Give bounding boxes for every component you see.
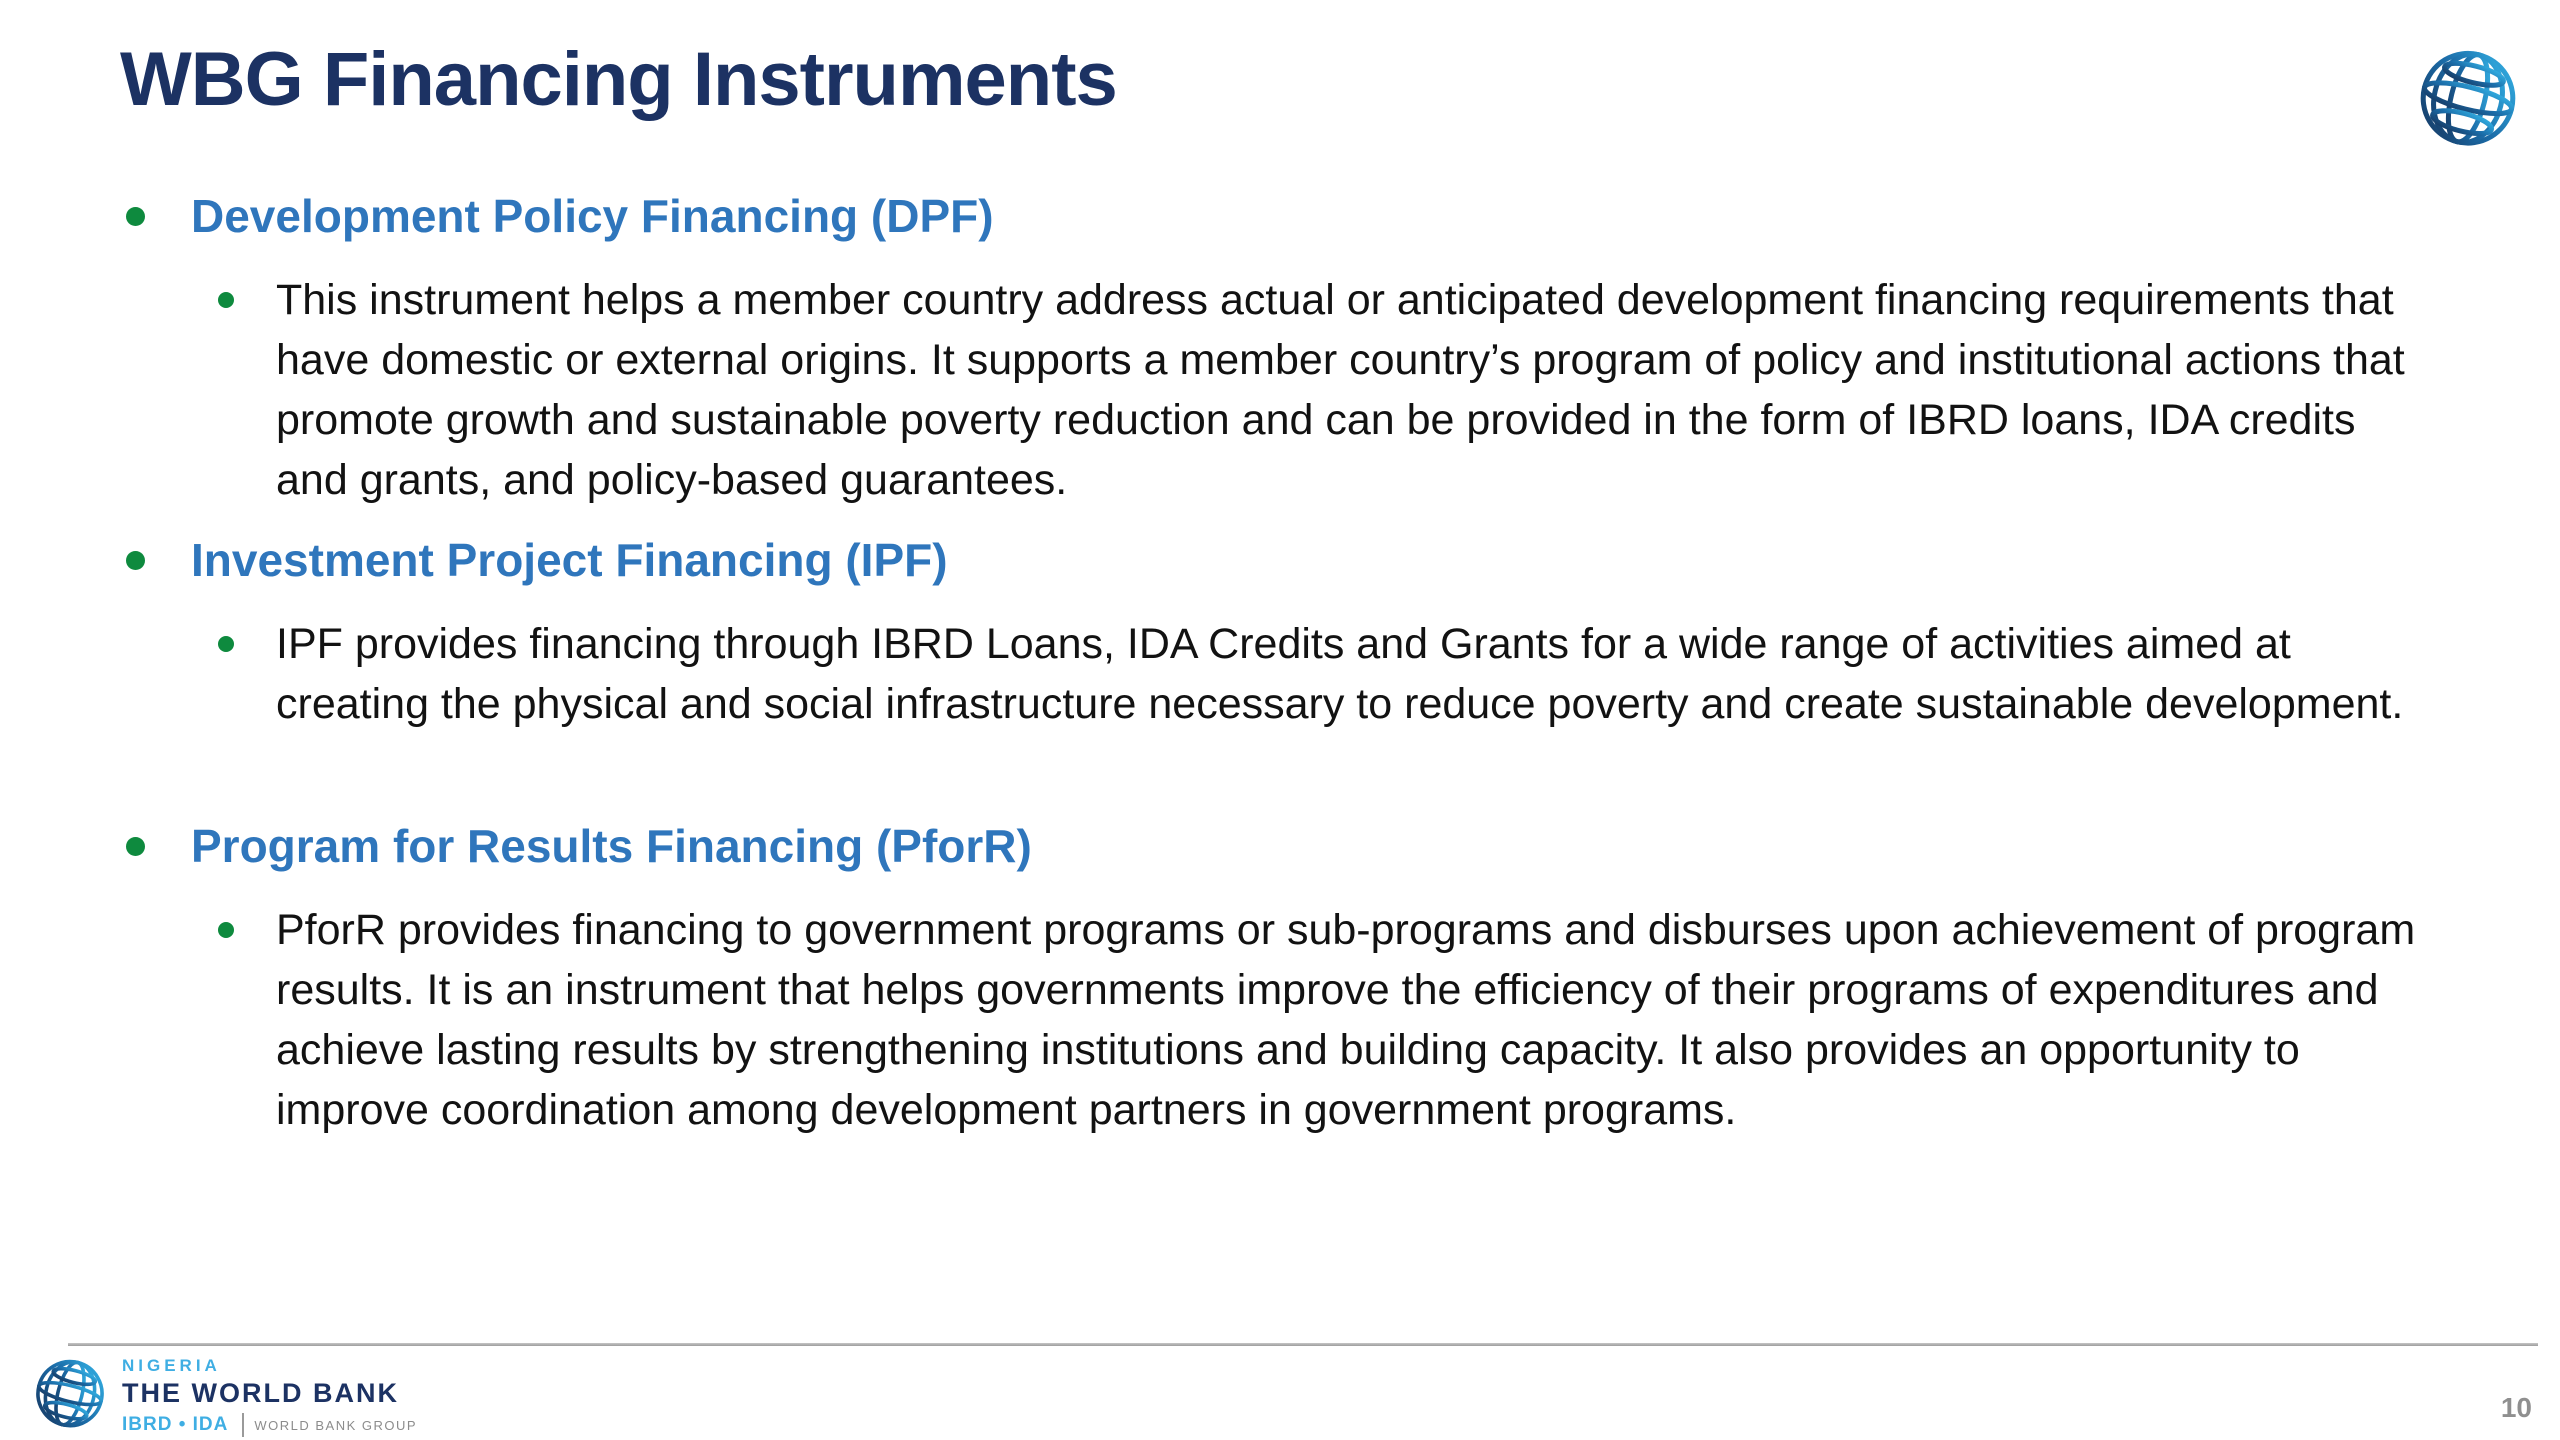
section-body-text: PforR provides financing to government programs or sub-programs and disburses upon achievement of program results. It is an instrument that helps governments improve the efficiency of their programs of expenditures and achieve lasting results by strengthening institutions and building capacity. It also provides an opportunity to improve coordination among development partners in government programs. [276,906,2416,1134]
world-bank-globe-icon [30,1352,110,1432]
sub-bullet-icon [218,292,234,308]
bullet-icon [126,551,145,570]
section-body-ipf [218,614,2426,734]
section-body-text: IPF provides financing through IBRD Loans, IDA Credits and Grants for a wide range of activities aimed at creating the physical and social infrastructure necessary to reduce poverty and create sustainable development. [276,620,2404,728]
page-number: 10 [2500,1392,2532,1423]
footer-ibrd-ida-label: IBRD • IDA [122,1414,229,1435]
footer-country-label: NIGERIA [122,1356,221,1375]
section-heading-ipf [126,532,948,588]
bullet-icon [126,837,145,856]
section-body-text: This instrument helps a member country address actual or anticipated development financing requirements that have domestic or external origins. It supports a member country’s program of policy and institutional actions that promote growth and sustainable poverty reduction and can be provided in the form of IBRD loans, IDA credits and grants, and policy-based guarantees. [276,276,2405,504]
footer-logo-text [122,1356,417,1437]
footer-subrow [122,1413,417,1437]
bullet-icon [126,207,145,226]
footer-divider [68,1343,2538,1346]
section-heading-label: Investment Project Financing (IPF) [191,534,948,586]
section-heading-label: Development Policy Financing (DPF) [191,190,994,242]
section-heading-label: Program for Results Financing (PforR) [191,820,1032,872]
world-bank-globe-icon [2412,40,2524,152]
footer-group-label: WORLD BANK GROUP [254,1417,418,1433]
sub-bullet-icon [218,922,234,938]
page-title: WBG Financing Instruments [120,37,1117,122]
section-body-pforr [218,900,2426,1140]
section-heading-dpf [126,188,994,244]
section-body-dpf [218,270,2426,510]
section-heading-pforr [126,818,1032,874]
footer-organization-label: THE WORLD BANK [122,1378,399,1408]
footer-separator [242,1413,244,1437]
sub-bullet-icon [218,636,234,652]
